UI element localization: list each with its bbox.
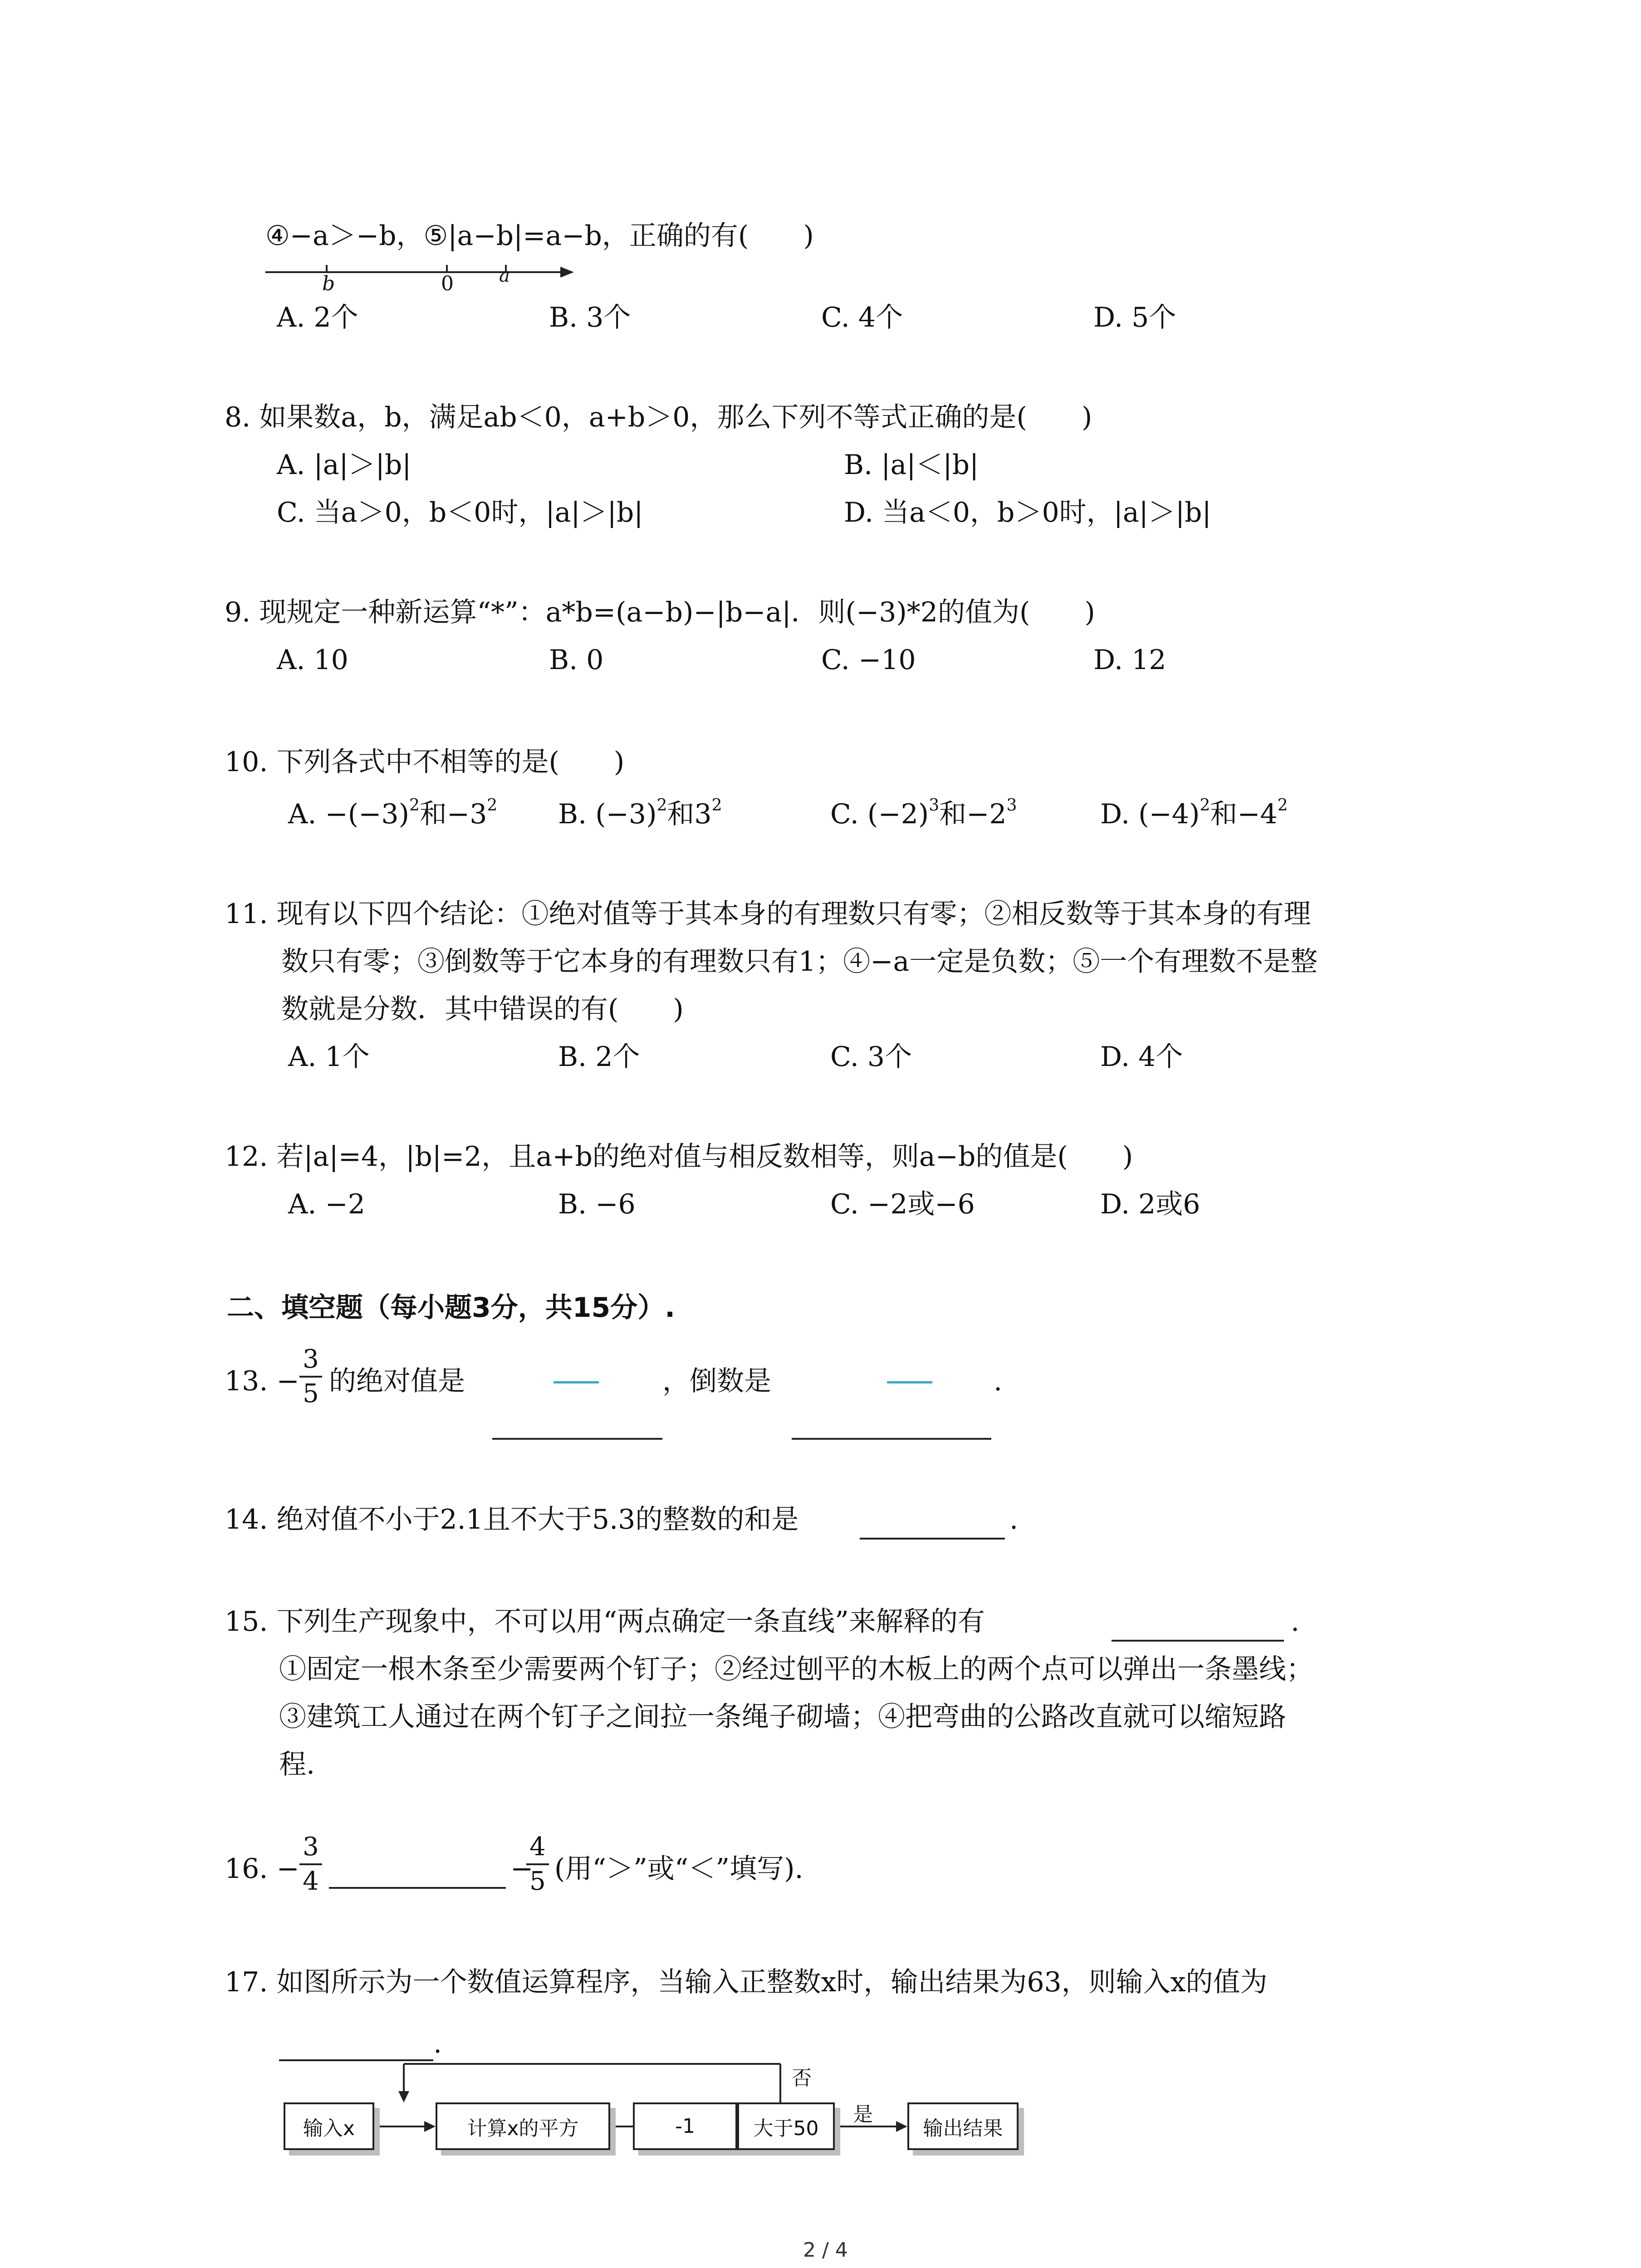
page-number: 2 / 4: [803, 2239, 848, 2262]
q8-option-c: C. 当a＞0，b＜0时，|a|＞|b|: [277, 497, 643, 528]
q7-option-a: A. 2个: [277, 302, 358, 333]
flow-square-box: 计算x的平方: [436, 2102, 610, 2150]
q13-text-recip: ，倒数是: [662, 1365, 771, 1397]
q16-fraction-2: 4 5: [526, 1833, 549, 1896]
flow-label-no: 否: [792, 2067, 812, 2090]
q9-stem: 9. 现规定一种新运算“*”：a*b=(a−b)−|b−a|．则(−3)*2的值为( ): [225, 596, 1095, 628]
q11-line-3: 数就是分数．其中错误的有( ): [281, 993, 684, 1025]
q17-end: .: [433, 2028, 442, 2059]
q7-option-d: D. 5个: [1093, 302, 1176, 333]
q12-option-d: D. 2或6: [1100, 1188, 1200, 1220]
q11-line-2: 数只有零；③倒数等于它本身的有理数只有1；④−a一定是负数；⑤一个有理数不是整: [281, 946, 1318, 978]
q12-option-c: C. −2或−6: [830, 1188, 975, 1220]
q11-option-a: A. 1个: [288, 1041, 370, 1073]
q15-answer-blank[interactable]: [1112, 1640, 1284, 1642]
q14-stem: 14. 绝对值不小于2.1且不大于5.3的整数的和是: [225, 1504, 799, 1535]
q12-option-a: A. −2: [288, 1188, 365, 1220]
q11-line-1: 11. 现有以下四个结论：①绝对值等于其本身的有理数只有零；②相反数等于其本身的有理: [225, 898, 1311, 930]
q15-line-2: ③建筑工人通过在两个钉子之间拉一条绳子砌墙；④把弯曲的公路改直就可以缩短路: [279, 1701, 1286, 1733]
q13-text-abs: 的绝对值是: [329, 1365, 465, 1397]
q10-option-c: C. $(-2)^3$和$-2^3$: [830, 796, 1017, 830]
number-line: [265, 259, 574, 304]
flow-label-yes: 是: [853, 2103, 873, 2126]
q13-answer-mark-1: [554, 1381, 599, 1383]
flow-minus-one-box: -1: [633, 2102, 737, 2150]
q16-tail: (用“＞”或“＜”填写).: [554, 1853, 803, 1885]
q12-option-b: B. −6: [558, 1188, 636, 1220]
q13-answer-blank-1[interactable]: [492, 1438, 662, 1440]
section-2-title: 二、填空题（每小题3分，共15分）.: [227, 1292, 676, 1324]
q11-option-d: D. 4个: [1100, 1041, 1183, 1073]
q13-end: .: [994, 1365, 1003, 1397]
q17-stem: 17. 如图所示为一个数值运算程序，当输入正整数x时，输出结果为63，则输入x的值为: [225, 1966, 1268, 1998]
q8-option-b: B. |a|＜|b|: [844, 449, 979, 481]
q12-stem: 12. 若|a|=4，|b|=2，且a+b的绝对值与相反数相等，则a−b的值是( ): [225, 1141, 1133, 1173]
numberline-label-b: b: [322, 272, 335, 295]
q16-minus: −: [510, 1853, 534, 1885]
q7-stem: ④−a＞−b，⑤|a−b|=a−b，正确的有( ): [265, 220, 814, 252]
q15-line-3: 程.: [279, 1749, 315, 1780]
q13-fraction: 3 5: [299, 1345, 322, 1408]
q14-end: .: [1009, 1504, 1019, 1535]
q8-option-d: D. 当a＜0，b＞0时，|a|＞|b|: [844, 497, 1211, 528]
numberline-label-zero: 0: [441, 272, 454, 295]
q14-answer-blank[interactable]: [860, 1538, 1005, 1540]
q16-number: 16. −: [225, 1853, 299, 1885]
numberline-label-a: a: [499, 265, 510, 286]
q8-option-a: A. |a|＞|b|: [277, 449, 411, 481]
q16-fraction-1: 3 4: [299, 1833, 322, 1896]
q8-stem: 8. 如果数a，b，满足ab＜0，a+b＞0，那么下列不等式正确的是( ): [225, 401, 1092, 433]
flow-input-box: 输入x: [284, 2102, 374, 2150]
q10-option-a: A. $-(-3)^2$和$-3^2$: [288, 796, 498, 830]
q13-answer-mark-2: [887, 1381, 932, 1383]
q9-option-a: A. 10: [277, 644, 348, 676]
q10-stem: 10. 下列各式中不相等的是( ): [225, 746, 625, 778]
q15-end: .: [1291, 1606, 1300, 1637]
q9-option-b: B. 0: [549, 644, 604, 676]
q11-option-c: C. 3个: [830, 1041, 912, 1073]
q10-option-b: B. $(-3)^2$和$3^2$: [558, 796, 722, 830]
flow-greater-than-50-box: 大于50: [737, 2102, 835, 2150]
q13-number: 13. −: [225, 1365, 299, 1397]
q9-option-d: D. 12: [1093, 644, 1166, 676]
q15-stem: 15. 下列生产现象中，不可以用“两点确定一条直线”来解释的有: [225, 1606, 985, 1637]
q9-option-c: C. −10: [821, 644, 916, 676]
flow-output-box: 输出结果: [907, 2102, 1019, 2150]
q10-option-d: D. $(-4)^2$和$-4^2$: [1100, 796, 1288, 830]
q7-option-b: B. 3个: [549, 302, 631, 333]
q13-answer-blank-2[interactable]: [792, 1438, 991, 1440]
q15-line-1: ①固定一根木条至少需要两个钉子；②经过刨平的木板上的两个点可以弹出一条墨线；: [279, 1653, 1313, 1685]
q7-option-c: C. 4个: [821, 302, 903, 333]
q16-answer-blank[interactable]: [329, 1887, 506, 1889]
q11-option-b: B. 2个: [558, 1041, 640, 1073]
